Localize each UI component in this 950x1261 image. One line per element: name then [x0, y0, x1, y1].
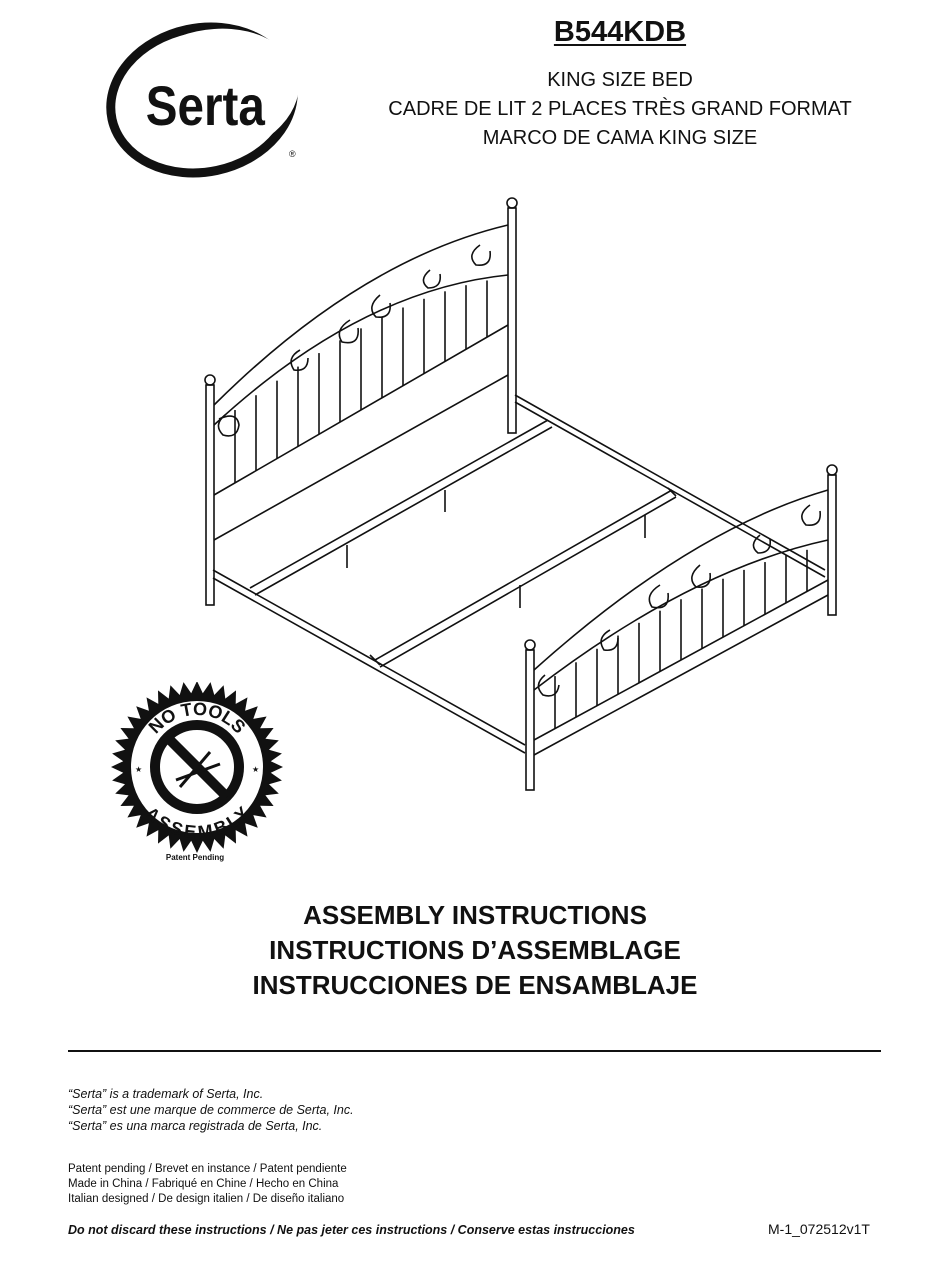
patent-line: Patent pending / Brevet en instance / Patent pendiente — [68, 1163, 347, 1175]
logo-wordmark: Serta — [145, 75, 265, 138]
divider — [68, 1050, 881, 1052]
headboard — [205, 198, 517, 605]
subtitle-en: KING SIZE BED — [547, 69, 693, 91]
made-in-line: Made in China / Fabriqué en Chine / Hecho en China — [68, 1178, 339, 1190]
trademark-fr: “Serta” est une marque de commerce de Serta, Inc. — [68, 1103, 354, 1117]
serta-logo — [105, 22, 310, 187]
heading-es: INSTRUCCIONES DE ENSAMBLAJE — [252, 970, 698, 1000]
trademark-en: “Serta” is a trademark of Serta, Inc. — [68, 1087, 264, 1101]
subtitle-fr: CADRE DE LIT 2 PLACES TRÈS GRAND FORMAT — [388, 98, 852, 120]
patent-pending-caption: Patent Pending — [165, 853, 225, 862]
svg-text:★: ★ — [252, 765, 260, 774]
designed-line: Italian designed / De design italien / De diseño italiano — [68, 1193, 345, 1205]
footboard — [525, 465, 837, 790]
document-code: M-1_072512v1T — [768, 1221, 870, 1237]
heading-fr: INSTRUCTIONS D’ASSEMBLAGE — [269, 935, 681, 965]
badge-top-text: NO TOOLS — [144, 698, 250, 738]
heading-en: ASSEMBLY INSTRUCTIONS — [303, 900, 647, 930]
svg-text:★: ★ — [135, 765, 143, 774]
model-number: B544KDB — [553, 16, 687, 48]
no-tools-assembly-badge — [110, 682, 285, 857]
badge-bottom-text: ASSEMBLY — [141, 802, 253, 843]
discard-notice: Do not discard these instructions / Ne pas jeter ces instructions / Conserve estas instrucciones — [68, 1223, 635, 1237]
registered-mark: ® — [289, 149, 296, 159]
trademark-es: “Serta” es una marca registrada de Serta, Inc. — [68, 1119, 323, 1133]
bed-rails — [213, 395, 825, 753]
subtitle-es: MARCO DE CAMA KING SIZE — [482, 127, 758, 149]
